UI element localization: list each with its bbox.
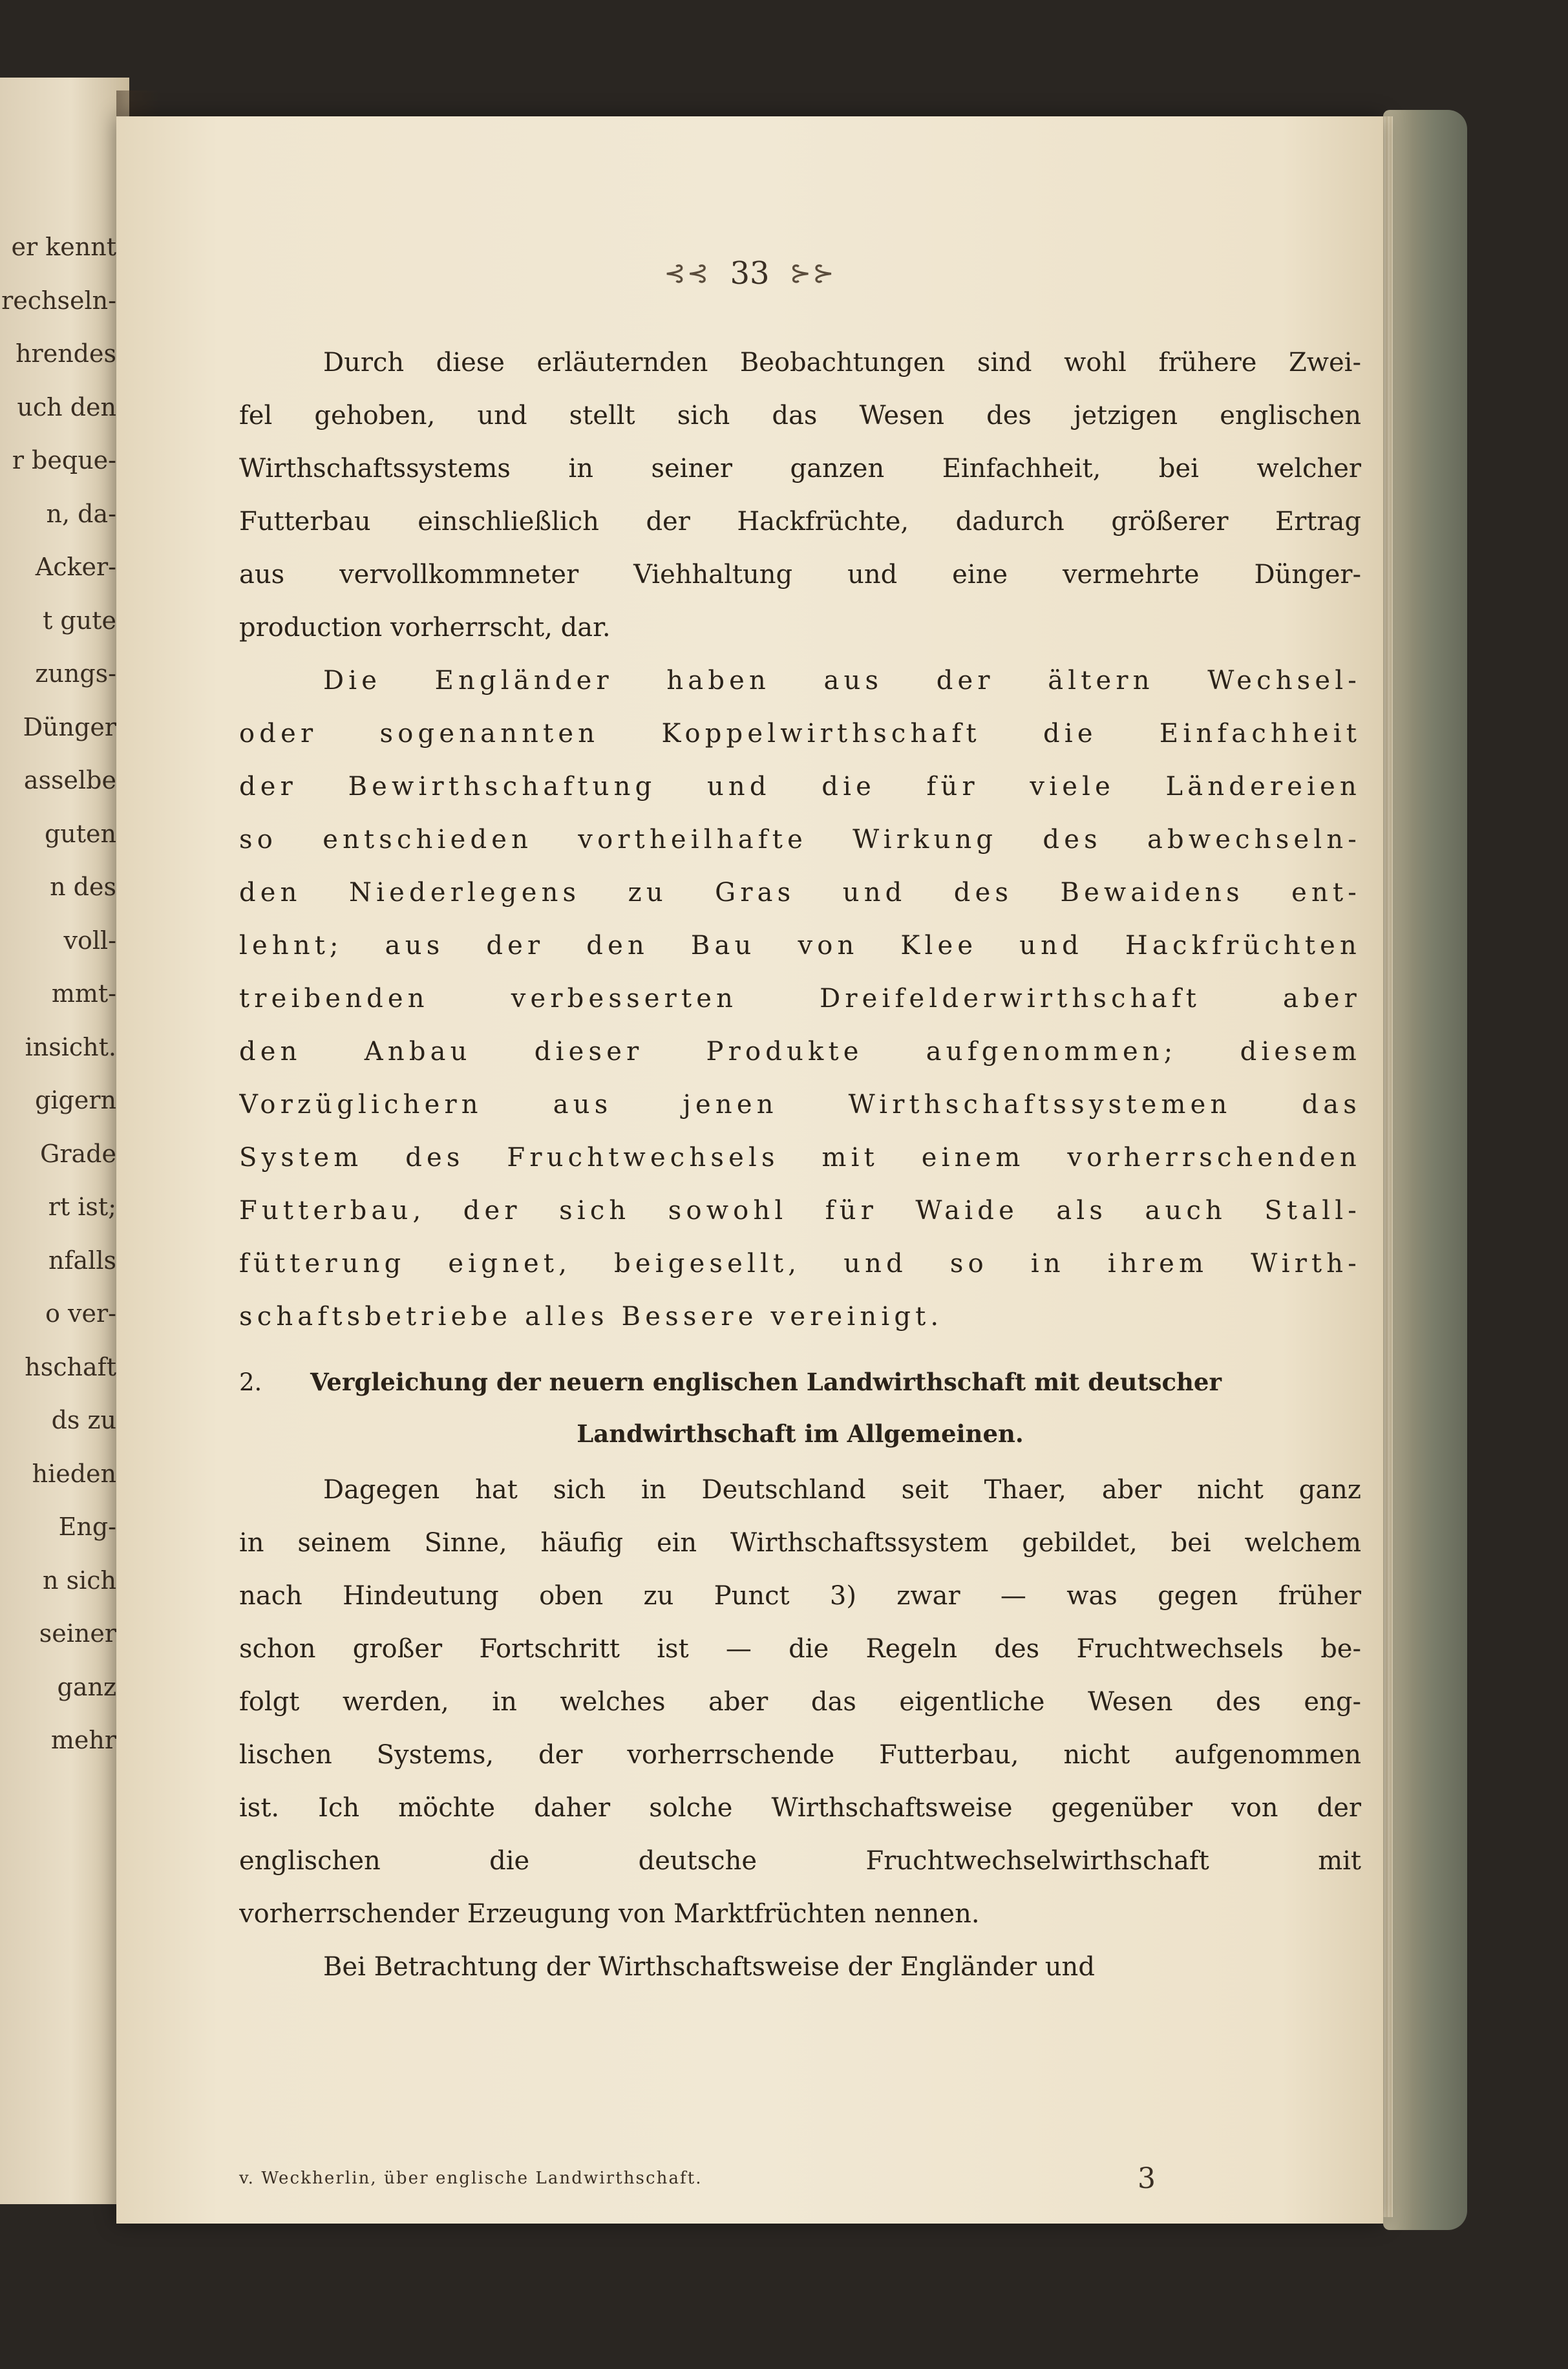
page-footer [239, 2162, 1361, 2201]
text-line: treibenden verbesserten Dreifelderwirthschaft aber [239, 984, 1361, 1014]
left-page-fragment: n des [50, 873, 116, 901]
left-page-fragment: ganz [57, 1672, 116, 1701]
ornament-right-icon: ⊱⊱ [789, 259, 836, 288]
left-page-fragment: o ver- [45, 1299, 116, 1328]
text-line: schon großer Fortschritt ist — die Regeln des Fruchtwechsels be- [239, 1634, 1361, 1664]
book-cover-edge [1383, 110, 1467, 2230]
left-page-fragment: er kennt [11, 233, 116, 261]
text-line: nach Hindeutung oben zu Punct 3) zwar — was gegen früher [239, 1581, 1361, 1611]
paragraphs-bottom [239, 1463, 1361, 1993]
text-line: englischen die deutsche Fruchtwechselwirthschaft mit [239, 1846, 1361, 1876]
text-line: ist. Ich möchte daher solche Wirthschaftsweise gegenüber von der [239, 1793, 1361, 1823]
left-page-fragment: mehr [50, 1726, 116, 1754]
text-line: System des Fruchtwechsels mit einem vorherrschenden [239, 1143, 1361, 1173]
left-page-fragment: nfalls [48, 1246, 116, 1275]
text-line: in seinem Sinne, häufig ein Wirthschaftssystem gebildet, bei welchem [239, 1528, 1361, 1558]
text-line: der Bewirthschaftung und die für viele Ländereien [239, 772, 1361, 802]
left-page-fragment: r beque- [12, 446, 116, 474]
section-title-line-1 [239, 1356, 1361, 1408]
text-line: vorherrschender Erzeugung von Marktfrüchten nennen. [239, 1899, 980, 1929]
left-page-fragment: rechseln- [1, 286, 116, 315]
left-page-fragment: Dünger [23, 712, 116, 741]
body-text [239, 336, 1361, 1993]
text-line: Futterbau einschließlich der Hackfrüchte, dadurch größerer Ertrag [239, 507, 1361, 536]
left-page-fragment: hschaft [25, 1352, 116, 1381]
text-line: Dagegen hat sich in Deutschland seit Thaer, aber nicht ganz [323, 1475, 1361, 1505]
paragraph [239, 1940, 1361, 1993]
text-line: oder sogenannten Koppelwirthschaft die Einfachheit [239, 719, 1361, 749]
text-line: den Niederlegens zu Gras und des Bewaidens ent- [239, 878, 1361, 908]
text-line: lehnt; aus der den Bau von Klee und Hackfrüchten [239, 931, 1361, 961]
page-number: 33 [730, 255, 770, 292]
left-page-fragment: t gute [43, 606, 116, 635]
left-page-fragment: Grade [40, 1139, 116, 1168]
left-page-fragment: zungs- [35, 659, 116, 688]
section-title-line-2: Landwirthschaft im Allgemeinen. [577, 1419, 1024, 1448]
paragraph [239, 1463, 1361, 1940]
left-page-fragment: hrendes [16, 339, 116, 368]
ornament-left-icon: ⊰⊰ [664, 259, 710, 288]
left-page-fragment: gigern [35, 1086, 116, 1114]
left-page-fragment: seiner [39, 1619, 116, 1648]
text-line: Bei Betrachtung der Wirthschaftsweise der Engländer und [323, 1952, 1095, 1982]
left-facing-page [0, 78, 129, 2204]
text-line: Vorzüglichern aus jenen Wirthschaftssystemen das [239, 1090, 1361, 1120]
text-line: den Anbau dieser Produkte aufgenommen; diesem [239, 1037, 1361, 1067]
left-page-fragment: insicht. [25, 1032, 116, 1061]
left-page-fragment: n sich [43, 1566, 116, 1595]
left-page-fragment: voll- [63, 926, 116, 955]
signature-mark: 3 [1138, 2162, 1156, 2195]
left-page-fragment: n, da- [46, 499, 116, 528]
paragraphs-top [239, 336, 1361, 1343]
text-line: Die Engländer haben aus der ältern Wechsel- [323, 666, 1361, 696]
text-line: so entschieden vortheilhafte Wirkung des abwechseln- [239, 825, 1361, 855]
left-page-fragment: Eng- [58, 1513, 116, 1541]
text-line: Durch diese erläuternden Beobachtungen sind wohl frühere Zwei- [323, 348, 1361, 377]
book-page [116, 116, 1383, 2224]
left-page-fragment: asselbe [23, 766, 116, 794]
left-page-fragment: hieden [32, 1459, 116, 1488]
text-line: Futterbau, der sich sowohl für Waide als auch Stall- [239, 1196, 1361, 1226]
section-heading [239, 1356, 1361, 1460]
text-line: folgt werden, in welches aber das eigentliche Wesen des eng- [239, 1687, 1361, 1717]
paragraph [239, 654, 1361, 1343]
page-header [116, 255, 1383, 292]
text-line: production vorherrscht, dar. [239, 613, 611, 643]
left-page-fragment: rt ist; [48, 1193, 116, 1221]
text-line: fütterung eignet, beigesellt, und so in ihrem Wirth- [239, 1249, 1361, 1279]
text-line: Wirthschaftssystems in seiner ganzen Einfachheit, bei welcher [239, 454, 1361, 483]
left-page-fragment: mmt- [51, 979, 116, 1008]
left-page-fragment: ds zu [51, 1406, 116, 1434]
text-line: schaftsbetriebe alles Bessere vereinigt. [239, 1302, 944, 1332]
left-page-fragment: uch den [17, 392, 116, 421]
footer-author-line: v. Weckherlin, über englische Landwirthschaft. [239, 2169, 703, 2188]
paragraph [239, 336, 1361, 654]
text-line: fel gehoben, und stellt sich das Wesen des jetzigen englischen [239, 401, 1361, 430]
text-line: lischen Systems, der vorherrschende Futterbau, nicht aufgenommen [239, 1740, 1361, 1770]
left-page-fragment: guten [44, 819, 116, 848]
section-title-text-1: Vergleichung der neuern englischen Landwirthschaft mit deutscher [310, 1368, 1222, 1396]
left-page-fragment: Acker- [35, 553, 116, 581]
text-line: aus vervollkommneter Viehhaltung und eine vermehrte Dünger- [239, 560, 1361, 590]
section-number: 2. [239, 1368, 262, 1396]
